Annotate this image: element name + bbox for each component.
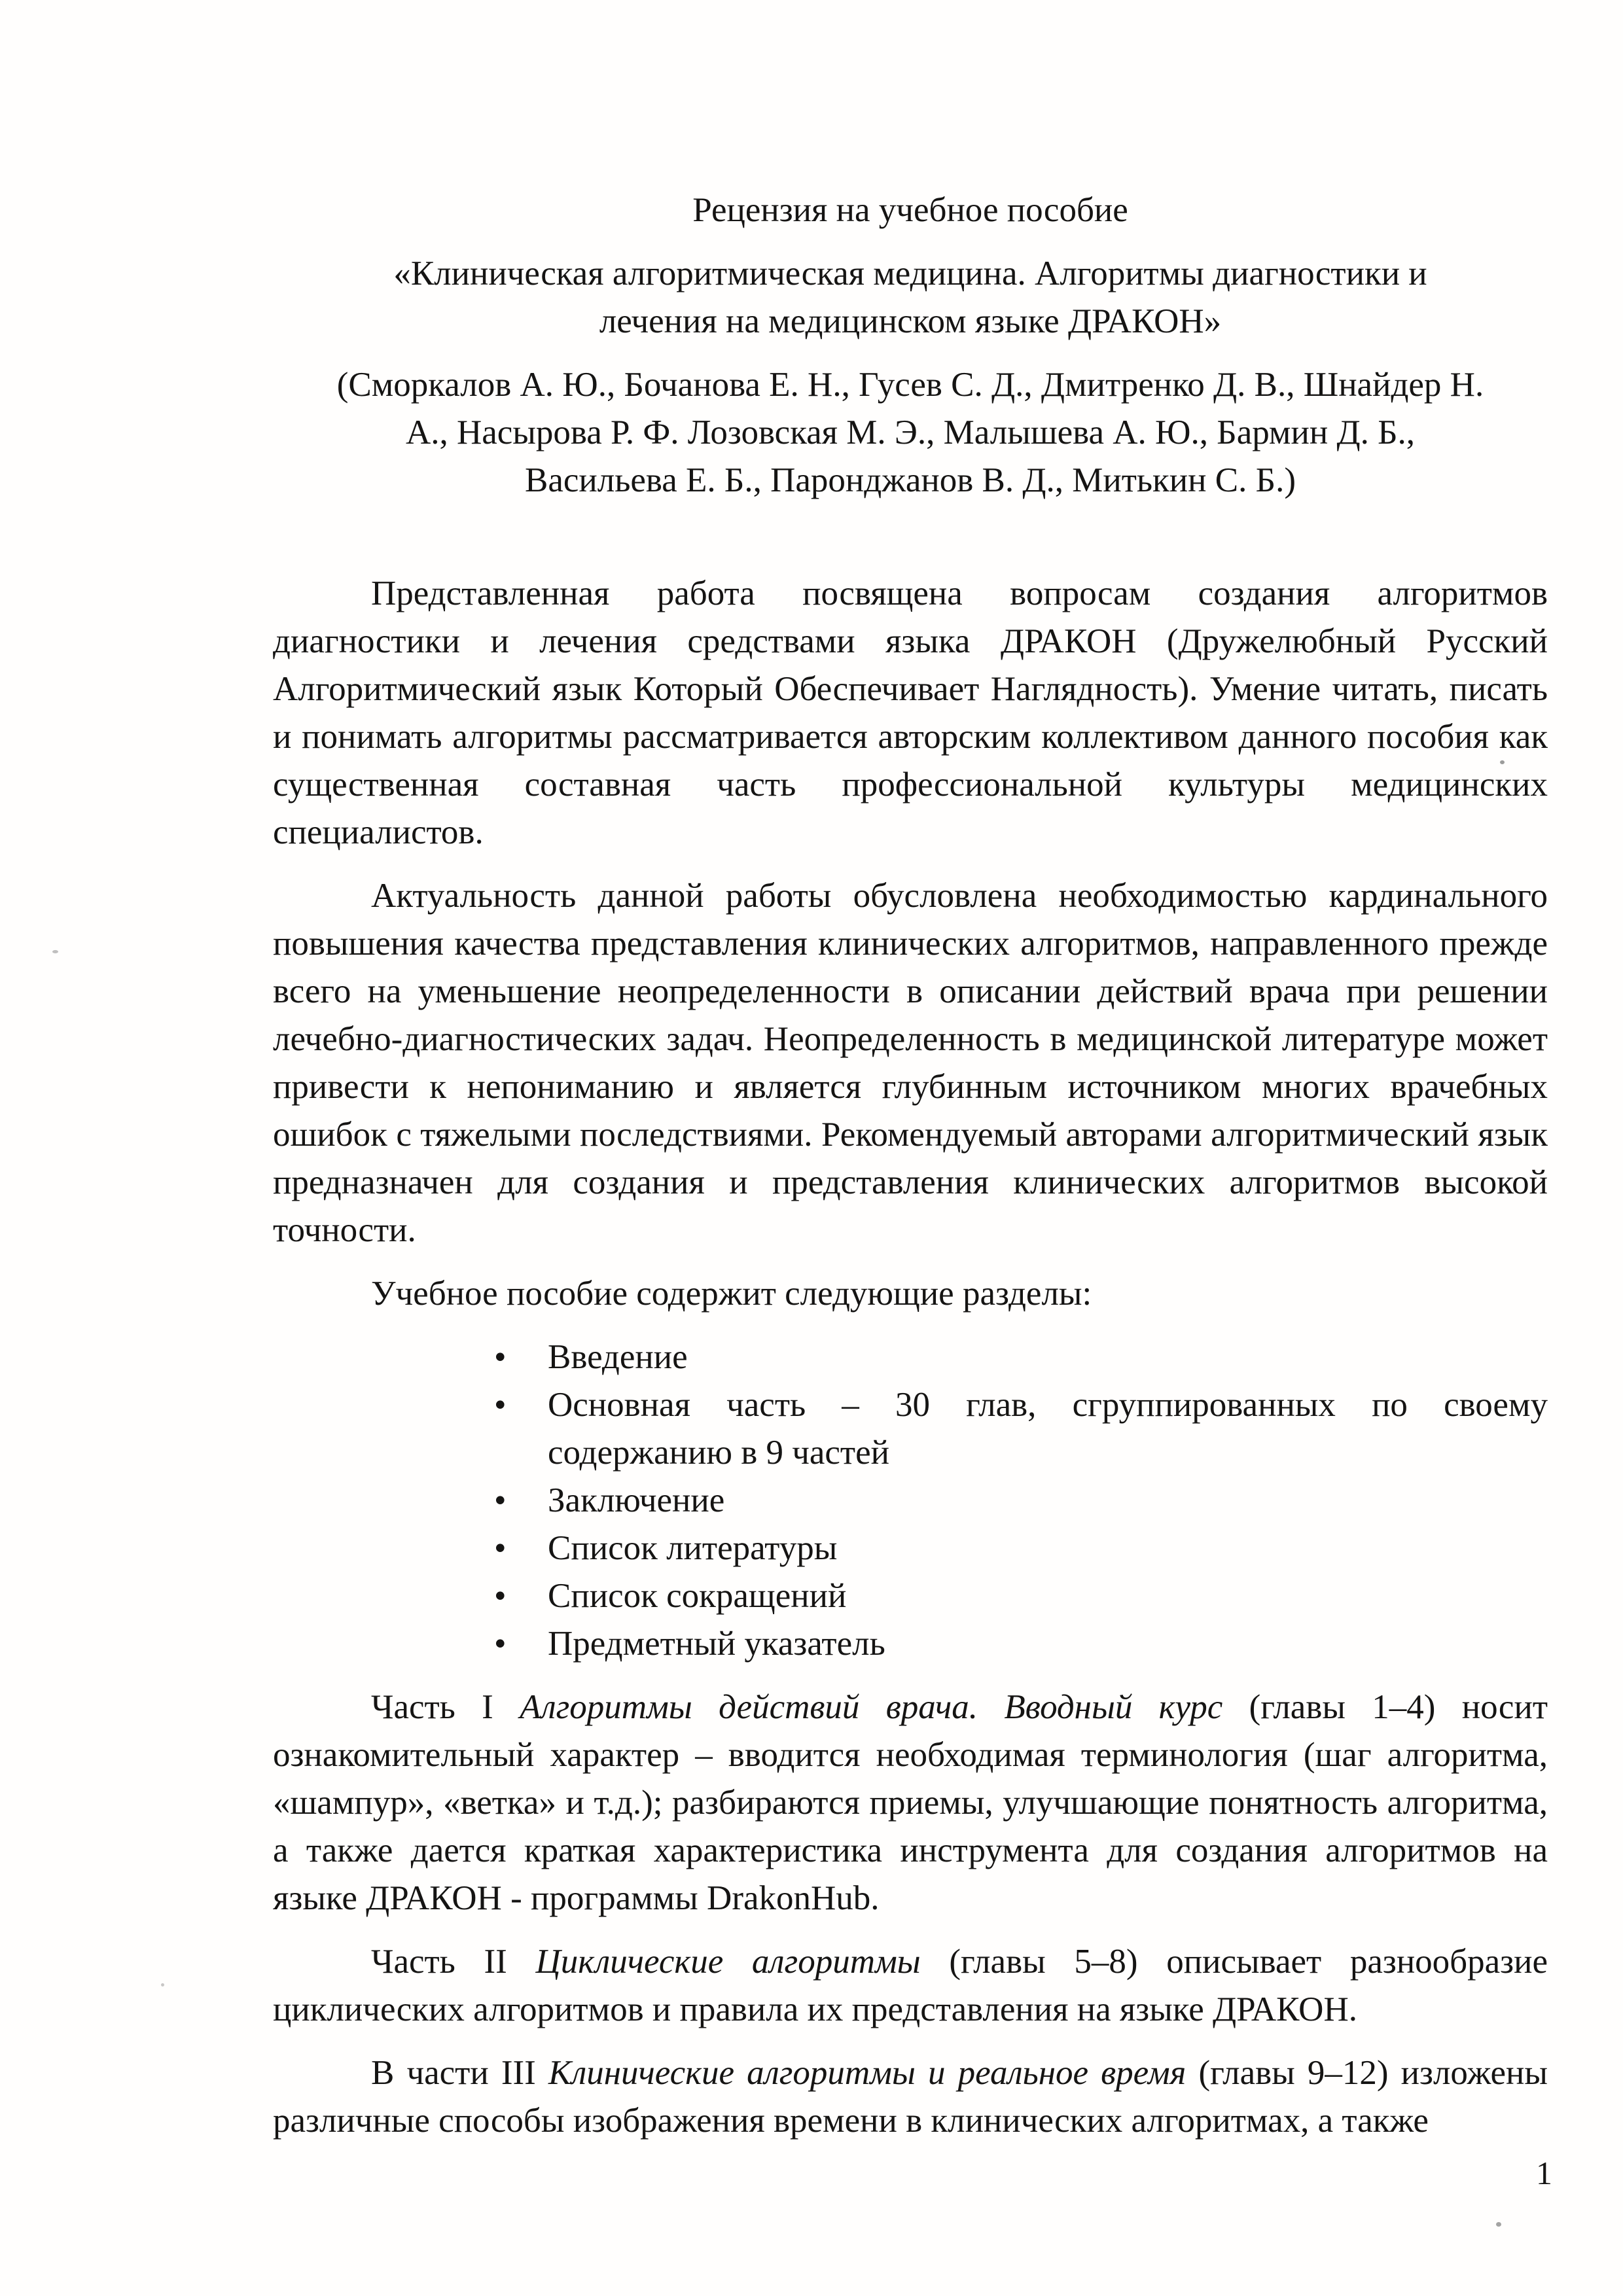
authors-line-1: (Сморкалов А. Ю., Бочанова Е. Н., Гусев С. Д., Дмитренко Д. В., Шнайдер Н. <box>336 366 1484 404</box>
part-2-prefix: Часть II <box>371 1943 536 1981</box>
list-item <box>494 1333 1548 1381</box>
list-item-label: Список литературы <box>548 1529 838 1567</box>
list-item-label: Введение <box>548 1338 688 1376</box>
bullet-icon: • <box>494 1577 507 1615</box>
part-3-prefix: В части III <box>371 2054 548 2092</box>
list-item-label: Заключение <box>548 1481 725 1519</box>
list-item <box>494 1620 1548 1668</box>
page-title: Рецензия на учебное пособие <box>692 191 1128 229</box>
book-title-line-2: лечения на медицинском языке ДРАКОН» <box>599 302 1222 340</box>
scan-speck <box>52 950 58 953</box>
book-title <box>273 250 1548 345</box>
list-item <box>494 1572 1548 1620</box>
scan-speck <box>1496 2222 1501 2227</box>
authors-line-3: Васильева Е. Б., Паронджанов В. Д., Митькин С. Б.) <box>525 461 1296 499</box>
paragraph-part-2 <box>273 1938 1548 2034</box>
paragraph-part-1 <box>273 1684 1548 1922</box>
scan-speck <box>161 1983 164 1987</box>
list-item-label: Основная часть – 30 глав, сгруппированных по своему содержанию в 9 частей <box>548 1386 1548 1472</box>
bullet-icon: • <box>494 1625 507 1663</box>
part-3-text: (главы 9–12) изложены различные способы изображения времени в клинических алгоритмах, а также <box>273 2054 1548 2140</box>
scan-speck <box>1500 760 1505 764</box>
book-title-line-1: «Клиническая алгоритмическая медицина. Алгоритмы диагностики и <box>393 255 1427 292</box>
list-item-label: Предметный указатель <box>548 1625 885 1663</box>
bullet-icon: • <box>494 1338 507 1376</box>
part-1-italic-title: Алгоритмы действий врача. Вводный курс <box>520 1688 1223 1726</box>
list-item <box>494 1477 1548 1525</box>
list-item <box>494 1525 1548 1572</box>
bullet-icon: • <box>494 1529 507 1567</box>
part-1-prefix: Часть I <box>371 1688 520 1726</box>
authors-list <box>273 361 1548 504</box>
list-item-label: Список сокращений <box>548 1577 847 1615</box>
list-item <box>494 1381 1548 1477</box>
part-2-italic-title: Циклические алгоритмы <box>535 1943 921 1981</box>
paragraph-part-3 <box>273 2049 1548 2145</box>
part-1-text: (главы 1–4) носит ознакомительный характер – вводится необходимая терминология (шаг алгоритма, «шампур», «ветка» и т.д.); разбираются приемы, улучшающие понятность алгоритма, а также дается краткая характеристика инструмента для создания алгоритмов на языке ДРАКОН - программы DrakonHub. <box>273 1688 1548 1917</box>
part-3-italic-title: Клинические алгоритмы и реальное время <box>548 2054 1186 2092</box>
bullet-icon: • <box>494 1481 507 1519</box>
bullet-icon: • <box>494 1386 507 1424</box>
sections-list <box>273 1333 1548 1668</box>
page-number: 1 <box>1536 2155 1552 2191</box>
part-2-text: (главы 5–8) описывает разнообразие циклических алгоритмов и правила их представления на языке ДРАКОН. <box>273 1943 1548 2028</box>
authors-line-2: А., Насырова Р. Ф. Лозовская М. Э., Малышева А. Ю., Бармин Д. Б., <box>405 414 1416 451</box>
paragraph-sections-intro: Учебное пособие содержит следующие разделы: <box>371 1275 1092 1313</box>
paragraph-relevance: Актуальность данной работы обусловлена необходимостью кардинального повышения качества представления клинических алгоритмов, направленного прежде всего на уменьшение неопределенности в описании действий врача при решении лечебно-диагностических задач. Неопределенность в медицинской литературе может привести к непониманию и является глубинным источником многих врачебных ошибок с тяжелыми последствиями. Рекомендуемый авторами алгоритмический язык предназначен для создания и представления клинических алгоритмов высокой точности. <box>273 877 1548 1249</box>
paragraph-intro: Представленная работа посвящена вопросам создания алгоритмов диагностики и лечения средствами языка ДРАКОН (Дружелюбный Русский Алгоритмический язык Который Обеспечивает Наглядность). Умение читать, писать и понимать алгоритмы рассматривается авторским коллективом данного пособия как существенная составная часть профессиональной культуры медицинских специалистов. <box>273 574 1548 851</box>
